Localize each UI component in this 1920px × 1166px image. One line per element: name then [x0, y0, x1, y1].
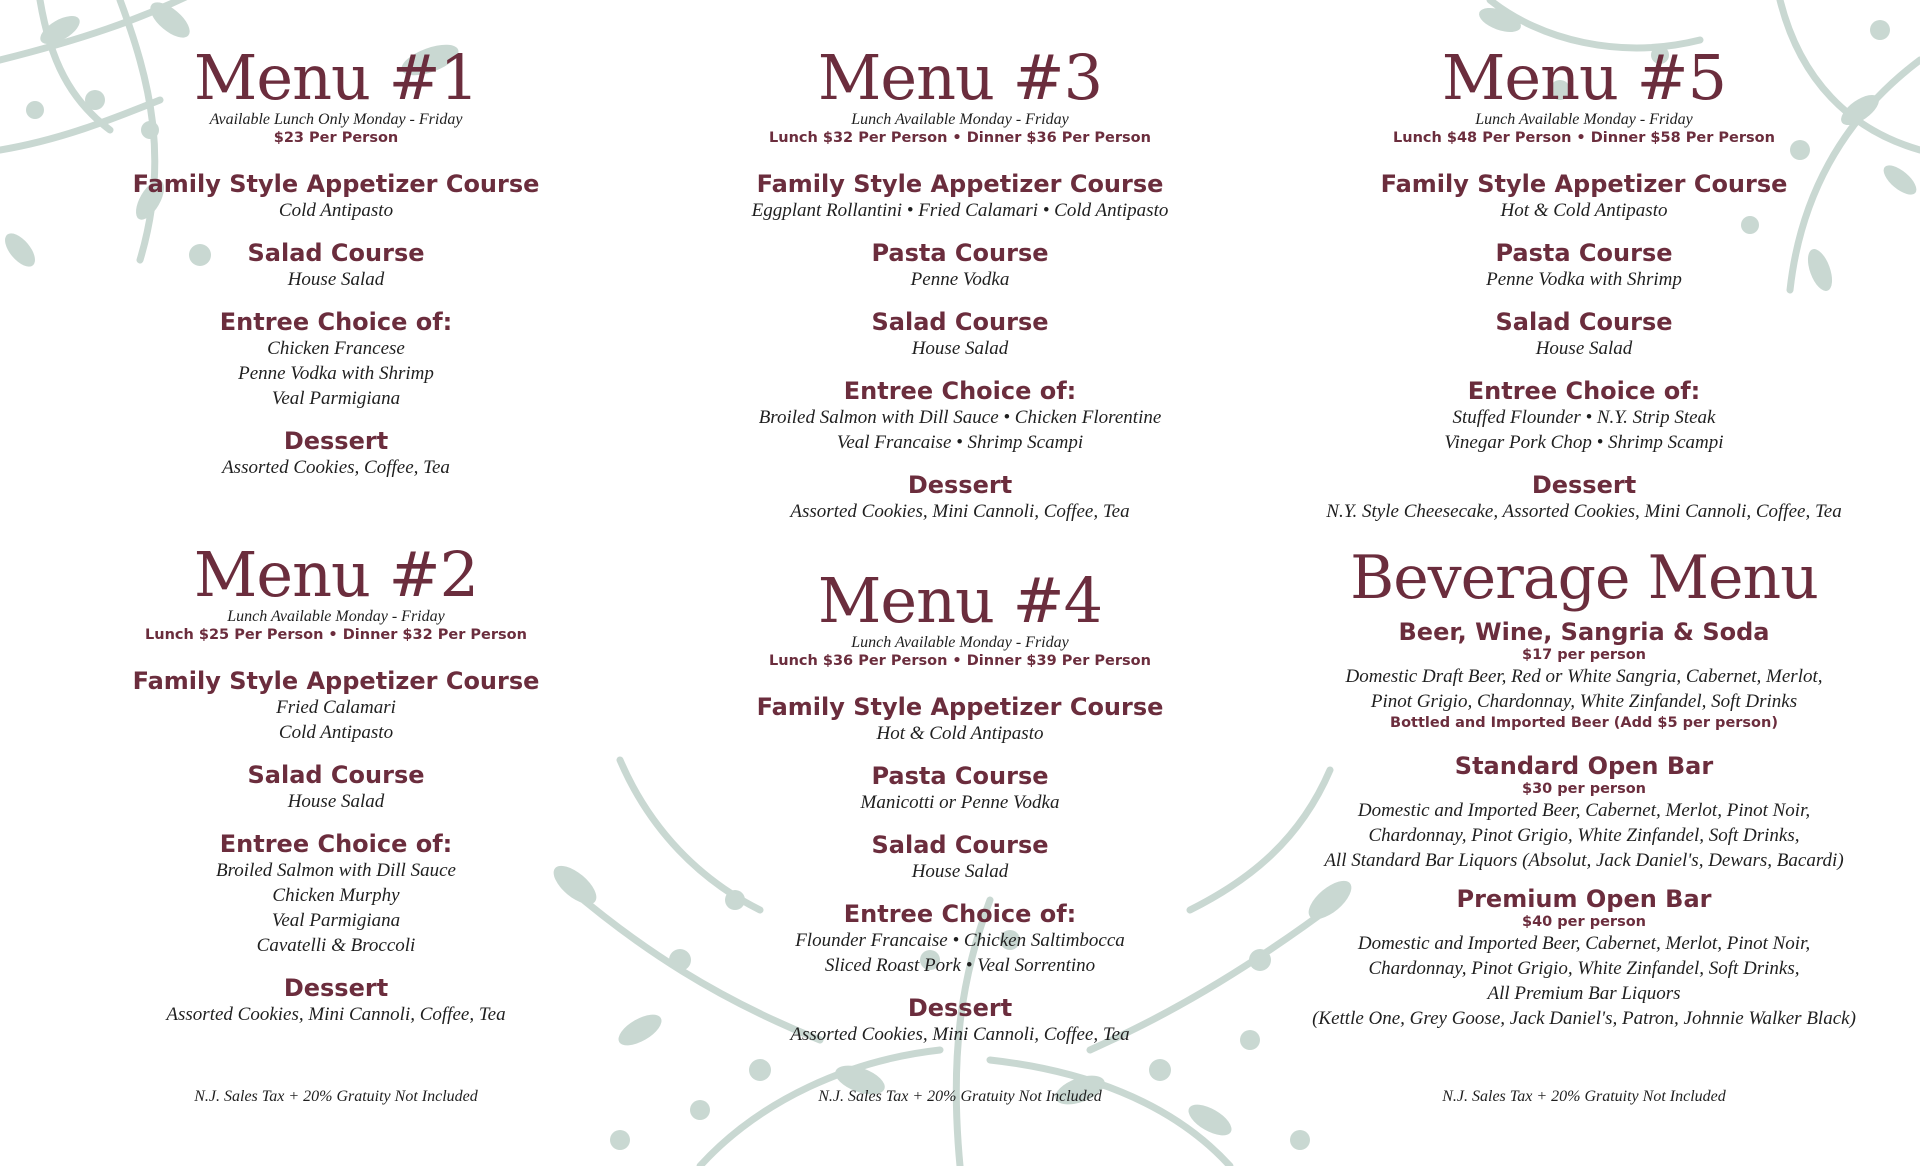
course-heading: Dessert	[907, 471, 1013, 499]
course-item: House Salad	[287, 791, 385, 812]
course-heading: Dessert	[283, 427, 389, 455]
beverage-title: Beverage Menu	[1350, 543, 1818, 613]
course-item: Penne Vodka with Shrimp	[238, 363, 434, 384]
course-heading: Entree Choice of:	[843, 900, 1077, 928]
course-item: Cold Antipasto	[278, 200, 394, 221]
course-item: Vinegar Pork Chop • Shrimp Scampi	[1444, 432, 1724, 453]
course-item: Veal Parmigiana	[271, 910, 401, 931]
beverage-item: Chardonnay, Pinot Grigio, White Zinfandel, Soft Drinks,	[1368, 958, 1800, 979]
course-heading: Family Style Appetizer Course	[756, 693, 1164, 721]
beverage-item: Domestic and Imported Beer, Cabernet, Merlot, Pinot Noir,	[1357, 800, 1811, 821]
course-item: Chicken Murphy	[272, 885, 400, 906]
beverage-price: $40 per person	[1521, 914, 1646, 930]
menu-1	[16, 41, 656, 480]
tax-footer: N.J. Sales Tax + 20% Gratuity Not Included	[1442, 1088, 1726, 1105]
beverage-item: Chardonnay, Pinot Grigio, White Zinfandel, Soft Drinks,	[1368, 825, 1800, 846]
availability: Lunch Available Monday - Friday	[227, 608, 445, 625]
course-heading: Family Style Appetizer Course	[1380, 170, 1788, 198]
course-item: Stuffed Flounder • N.Y. Strip Steak	[1452, 407, 1716, 428]
course-heading: Salad Course	[247, 239, 425, 267]
availability: Lunch Available Monday - Friday	[1475, 111, 1693, 128]
course-item: Broiled Salmon with Dill Sauce	[216, 860, 456, 881]
course-heading: Salad Course	[871, 308, 1049, 336]
price: Lunch $36 Per Person • Dinner $39 Per Person	[769, 653, 1151, 669]
course-heading: Pasta Course	[871, 239, 1049, 267]
menu-2	[16, 538, 656, 1027]
course-heading: Salad Course	[871, 831, 1049, 859]
price: Lunch $32 Per Person • Dinner $36 Per Person	[769, 130, 1151, 146]
course-item: Cold Antipasto	[278, 722, 394, 743]
beverage-item: Domestic and Imported Beer, Cabernet, Merlot, Pinot Noir,	[1357, 933, 1811, 954]
course-item: Assorted Cookies, Coffee, Tea	[222, 457, 450, 478]
course-item: Fried Calamari	[276, 697, 396, 718]
availability: Lunch Available Monday - Friday	[851, 634, 1069, 651]
course-item: House Salad	[287, 269, 385, 290]
menu-title: Menu #2	[193, 538, 479, 611]
course-heading: Salad Course	[247, 761, 425, 789]
beverage-menu	[1264, 543, 1904, 1031]
course-item: Veal Francaise • Shrimp Scampi	[836, 432, 1084, 453]
beverage-item: All Premium Bar Liquors	[1487, 983, 1681, 1004]
tax-footer: N.J. Sales Tax + 20% Gratuity Not Included	[194, 1088, 478, 1105]
course-heading: Family Style Appetizer Course	[132, 667, 540, 695]
course-item: Flounder Francaise • Chicken Saltimbocca	[795, 930, 1125, 951]
menu-5	[1264, 41, 1904, 524]
price: Lunch $25 Per Person • Dinner $32 Per Person	[145, 627, 527, 643]
course-heading: Dessert	[907, 994, 1013, 1022]
menu-title: Menu #4	[817, 564, 1103, 637]
course-item: House Salad	[911, 861, 1009, 882]
beverage-item: (Kettle One, Grey Goose, Jack Daniel's, Patron, Johnnie Walker Black)	[1312, 1008, 1856, 1029]
menu-title: Menu #3	[817, 41, 1103, 114]
course-item: Hot & Cold Antipasto	[876, 723, 1044, 744]
beverage-section-heading: Beer, Wine, Sangria & Soda	[1398, 618, 1770, 646]
beverage-item: Pinot Grigio, Chardonnay, White Zinfandel, Soft Drinks	[1370, 691, 1798, 712]
menu-title: Menu #5	[1441, 41, 1727, 114]
beverage-section-heading: Standard Open Bar	[1454, 752, 1714, 780]
course-heading: Entree Choice of:	[219, 308, 453, 336]
availability: Lunch Available Monday - Friday	[851, 111, 1069, 128]
tax-footer: N.J. Sales Tax + 20% Gratuity Not Included	[818, 1088, 1102, 1105]
course-item: Penne Vodka	[910, 269, 1010, 290]
course-item: Cavatelli & Broccoli	[256, 935, 416, 956]
price: $23 Per Person	[273, 130, 399, 146]
availability: Available Lunch Only Monday - Friday	[209, 111, 463, 128]
course-item: House Salad	[1535, 338, 1633, 359]
course-item: Penne Vodka with Shrimp	[1486, 269, 1682, 290]
beverage-section-heading: Premium Open Bar	[1456, 885, 1712, 913]
course-heading: Salad Course	[1495, 308, 1673, 336]
course-item: Broiled Salmon with Dill Sauce • Chicken Florentine	[758, 407, 1162, 428]
course-heading: Pasta Course	[1495, 239, 1673, 267]
beverage-price: $17 per person	[1521, 647, 1646, 663]
course-item: House Salad	[911, 338, 1009, 359]
menu-title: Menu #1	[193, 41, 479, 114]
course-heading: Entree Choice of:	[1467, 377, 1701, 405]
beverage-item: Domestic Draft Beer, Red or White Sangria, Cabernet, Merlot,	[1345, 666, 1823, 687]
course-item: Veal Parmigiana	[271, 388, 401, 409]
course-item: Sliced Roast Pork • Veal Sorrentino	[824, 955, 1096, 976]
course-item: Manicotti or Penne Vodka	[860, 792, 1060, 813]
menu-3	[640, 41, 1280, 524]
course-heading: Family Style Appetizer Course	[132, 170, 540, 198]
beverage-item: All Standard Bar Liquors (Absolut, Jack Daniel's, Dewars, Bacardi)	[1324, 850, 1844, 871]
menu-4	[640, 564, 1280, 1047]
course-item: Assorted Cookies, Mini Cannoli, Coffee, Tea	[790, 1024, 1130, 1045]
course-heading: Pasta Course	[871, 762, 1049, 790]
course-item: N.Y. Style Cheesecake, Assorted Cookies, Mini Cannoli, Coffee, Tea	[1326, 501, 1842, 522]
course-item: Eggplant Rollantini • Fried Calamari • Cold Antipasto	[751, 200, 1169, 221]
course-item: Assorted Cookies, Mini Cannoli, Coffee, Tea	[790, 501, 1130, 522]
price: Lunch $48 Per Person • Dinner $58 Per Person	[1393, 130, 1775, 146]
course-item: Hot & Cold Antipasto	[1500, 200, 1668, 221]
course-heading: Entree Choice of:	[843, 377, 1077, 405]
course-heading: Entree Choice of:	[219, 830, 453, 858]
beverage-price: $30 per person	[1521, 781, 1646, 797]
course-heading: Dessert	[1531, 471, 1637, 499]
beverage-note: Bottled and Imported Beer (Add $5 per person)	[1390, 715, 1778, 731]
course-heading: Family Style Appetizer Course	[756, 170, 1164, 198]
course-item: Assorted Cookies, Mini Cannoli, Coffee, Tea	[166, 1004, 506, 1025]
course-item: Chicken Francese	[267, 338, 405, 359]
course-heading: Dessert	[283, 974, 389, 1002]
